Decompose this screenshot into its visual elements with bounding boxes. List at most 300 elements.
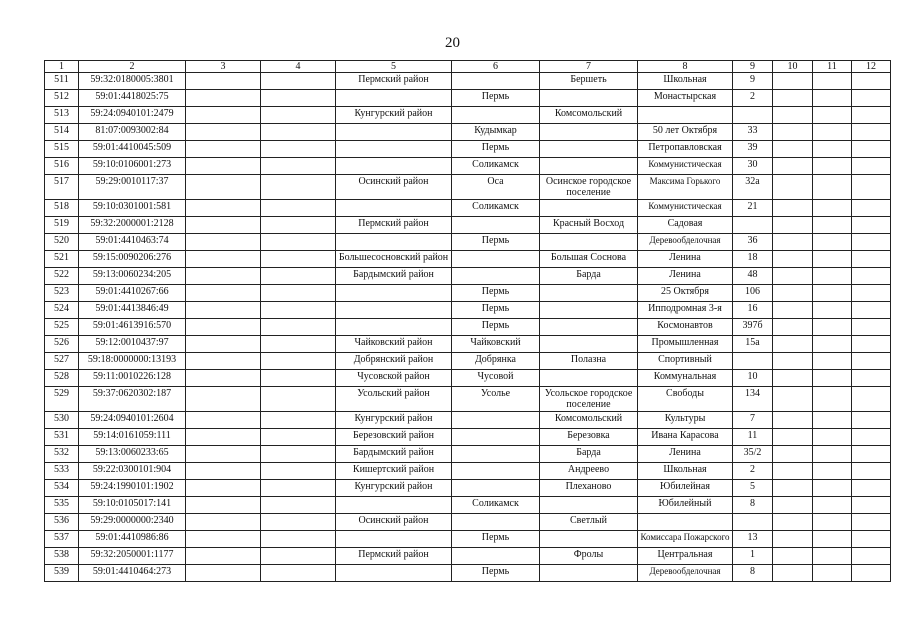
table-cell: [852, 463, 891, 480]
table-cell: 30: [733, 158, 773, 175]
table-cell: 106: [733, 285, 773, 302]
table-cell: 530: [45, 412, 79, 429]
table-cell: Соликамск: [452, 158, 540, 175]
table-cell: [852, 90, 891, 107]
table-row: [45, 548, 891, 565]
table-cell: [261, 514, 336, 531]
table-cell: [540, 285, 638, 302]
table-cell: [773, 370, 813, 387]
column-header: 12: [852, 61, 891, 73]
table-cell: Ивана Карасова: [638, 429, 733, 446]
table-cell: [186, 175, 261, 200]
table-cell: 523: [45, 285, 79, 302]
table-cell: [773, 446, 813, 463]
table-cell: [733, 514, 773, 531]
column-header: 3: [186, 61, 261, 73]
table-cell: [773, 90, 813, 107]
table-cell: 59:29:0010117:37: [79, 175, 186, 200]
table-cell: [733, 107, 773, 124]
table-cell: [186, 234, 261, 251]
table-cell: [261, 463, 336, 480]
table-cell: [813, 336, 852, 353]
table-cell: 59:29:0000000:2340: [79, 514, 186, 531]
table-cell: [813, 353, 852, 370]
table-cell: 511: [45, 73, 79, 90]
table-cell: Коммунистическая: [638, 200, 733, 217]
table-cell: [186, 446, 261, 463]
table-cell: 59:01:4413846:49: [79, 302, 186, 319]
table-cell: [186, 319, 261, 336]
table-cell: 59:24:0940101:2604: [79, 412, 186, 429]
table-cell: [261, 548, 336, 565]
table-cell: [813, 565, 852, 582]
table-cell: 534: [45, 480, 79, 497]
table-cell: [186, 387, 261, 412]
table-cell: Кунгурский район: [336, 107, 452, 124]
table-cell: [540, 370, 638, 387]
table-cell: [540, 158, 638, 175]
table-cell: 33: [733, 124, 773, 141]
table-cell: Пермь: [452, 302, 540, 319]
column-header: 6: [452, 61, 540, 73]
table-cell: 32а: [733, 175, 773, 200]
table-cell: Красный Восход: [540, 217, 638, 234]
table-cell: 25 Октября: [638, 285, 733, 302]
table-cell: [261, 285, 336, 302]
table-cell: [852, 353, 891, 370]
table-cell: [773, 141, 813, 158]
table-cell: [540, 302, 638, 319]
table-cell: 59:10:0301001:581: [79, 200, 186, 217]
table-cell: 535: [45, 497, 79, 514]
table-cell: [773, 234, 813, 251]
table-row: [45, 370, 891, 387]
table-cell: [186, 463, 261, 480]
table-cell: [813, 73, 852, 90]
table-cell: [813, 107, 852, 124]
table-cell: [852, 497, 891, 514]
table-cell: [852, 412, 891, 429]
table-cell: [813, 141, 852, 158]
table-row: [45, 514, 891, 531]
table-cell: 514: [45, 124, 79, 141]
table-cell: [813, 90, 852, 107]
table-cell: [773, 565, 813, 582]
table-cell: [852, 446, 891, 463]
table-cell: 15а: [733, 336, 773, 353]
table-cell: 59:01:4410464:273: [79, 565, 186, 582]
table-cell: Чайковский: [452, 336, 540, 353]
table-cell: Чусовской район: [336, 370, 452, 387]
table-cell: Максима Горького: [638, 175, 733, 200]
table-cell: 59:12:0010437:97: [79, 336, 186, 353]
table-cell: 524: [45, 302, 79, 319]
column-header: 10: [773, 61, 813, 73]
table-cell: [336, 200, 452, 217]
table-cell: [773, 107, 813, 124]
table-cell: Юбилейная: [638, 480, 733, 497]
table-cell: 9: [733, 73, 773, 90]
table-cell: [852, 387, 891, 412]
table-cell: [813, 234, 852, 251]
table-cell: 59:01:4418025:75: [79, 90, 186, 107]
table-cell: [852, 302, 891, 319]
table-cell: 59:13:0060233:65: [79, 446, 186, 463]
table-cell: [261, 429, 336, 446]
table-cell: 529: [45, 387, 79, 412]
table-cell: 35/2: [733, 446, 773, 463]
table-cell: [773, 158, 813, 175]
table-cell: [813, 158, 852, 175]
column-header: 7: [540, 61, 638, 73]
table-cell: [773, 412, 813, 429]
table-row: [45, 429, 891, 446]
table-cell: [638, 107, 733, 124]
table-cell: Комсомольский: [540, 107, 638, 124]
table-cell: Пермь: [452, 319, 540, 336]
table-cell: 536: [45, 514, 79, 531]
table-cell: [733, 353, 773, 370]
table-cell: [773, 175, 813, 200]
table-cell: 16: [733, 302, 773, 319]
table-cell: [336, 124, 452, 141]
table-row: [45, 336, 891, 353]
table-cell: [336, 141, 452, 158]
table-row: [45, 268, 891, 285]
table-cell: 513: [45, 107, 79, 124]
table-cell: Оса: [452, 175, 540, 200]
registry-table: [44, 60, 891, 582]
table-cell: Кудымкар: [452, 124, 540, 141]
table-cell: [813, 514, 852, 531]
table-cell: [336, 90, 452, 107]
table-cell: [813, 319, 852, 336]
table-cell: 48: [733, 268, 773, 285]
table-cell: 516: [45, 158, 79, 175]
table-cell: Соликамск: [452, 200, 540, 217]
table-cell: Светлый: [540, 514, 638, 531]
table-cell: [186, 480, 261, 497]
table-cell: 59:01:4410045:509: [79, 141, 186, 158]
table-cell: [813, 387, 852, 412]
table-cell: [852, 565, 891, 582]
table-cell: Петропавловская: [638, 141, 733, 158]
table-cell: [186, 429, 261, 446]
table-cell: 520: [45, 234, 79, 251]
table-cell: [773, 285, 813, 302]
table-cell: [813, 268, 852, 285]
table-cell: 517: [45, 175, 79, 200]
table-cell: [452, 217, 540, 234]
table-cell: [773, 387, 813, 412]
table-cell: 527: [45, 353, 79, 370]
table-cell: [733, 217, 773, 234]
table-header-row: [45, 61, 891, 73]
table-cell: [186, 158, 261, 175]
table-cell: Ленина: [638, 251, 733, 268]
table-cell: Андреево: [540, 463, 638, 480]
table-cell: [773, 531, 813, 548]
table-cell: [186, 217, 261, 234]
table-cell: 59:24:0940101:2479: [79, 107, 186, 124]
table-cell: [852, 548, 891, 565]
table-cell: [186, 497, 261, 514]
table-cell: 59:32:2000001:2128: [79, 217, 186, 234]
table-cell: [773, 302, 813, 319]
table-cell: [452, 480, 540, 497]
table-cell: 59:11:0010226:128: [79, 370, 186, 387]
table-cell: 39: [733, 141, 773, 158]
table-cell: [261, 107, 336, 124]
table-cell: 522: [45, 268, 79, 285]
table-cell: Березовский район: [336, 429, 452, 446]
table-cell: [773, 124, 813, 141]
table-cell: [186, 73, 261, 90]
table-cell: [813, 531, 852, 548]
table-cell: 512: [45, 90, 79, 107]
table-cell: [186, 268, 261, 285]
table-cell: [186, 302, 261, 319]
table-cell: [813, 548, 852, 565]
table-cell: [852, 251, 891, 268]
table-cell: 519: [45, 217, 79, 234]
column-header: 9: [733, 61, 773, 73]
table-cell: 397б: [733, 319, 773, 336]
table-row: [45, 234, 891, 251]
table-cell: Ленина: [638, 446, 733, 463]
table-cell: [813, 200, 852, 217]
table-cell: 2: [733, 463, 773, 480]
table-cell: Усольское городское поселение: [540, 387, 638, 412]
table-cell: [773, 548, 813, 565]
table-row: [45, 387, 891, 412]
table-row: [45, 124, 891, 141]
table-row: [45, 200, 891, 217]
table-cell: Ипподромная 3-я: [638, 302, 733, 319]
table-cell: [813, 412, 852, 429]
table-cell: [852, 268, 891, 285]
table-cell: [813, 429, 852, 446]
column-header: 11: [813, 61, 852, 73]
table-cell: [261, 565, 336, 582]
table-cell: [261, 497, 336, 514]
table-row: [45, 141, 891, 158]
table-cell: 10: [733, 370, 773, 387]
table-row: [45, 90, 891, 107]
table-cell: [773, 217, 813, 234]
table-cell: Пермь: [452, 565, 540, 582]
table-cell: [261, 90, 336, 107]
table-cell: Промышленная: [638, 336, 733, 353]
table-cell: Пермский район: [336, 548, 452, 565]
table-cell: 59:32:2050001:1177: [79, 548, 186, 565]
table-cell: Добрянский район: [336, 353, 452, 370]
table-cell: [852, 158, 891, 175]
table-row: [45, 463, 891, 480]
table-cell: Деревообделочная: [638, 565, 733, 582]
table-cell: 533: [45, 463, 79, 480]
table-cell: Пермь: [452, 90, 540, 107]
table-cell: [452, 429, 540, 446]
table-cell: Бершеть: [540, 73, 638, 90]
table-cell: 531: [45, 429, 79, 446]
table-cell: Космонавтов: [638, 319, 733, 336]
table-cell: [852, 370, 891, 387]
table-cell: Ленина: [638, 268, 733, 285]
table-cell: Осинский район: [336, 514, 452, 531]
table-cell: [186, 336, 261, 353]
table-cell: 59:24:1990101:1902: [79, 480, 186, 497]
table-cell: Фролы: [540, 548, 638, 565]
table-cell: Усольский район: [336, 387, 452, 412]
table-row: [45, 319, 891, 336]
table-cell: 59:01:4410986:86: [79, 531, 186, 548]
table-cell: 538: [45, 548, 79, 565]
table-cell: Осинский район: [336, 175, 452, 200]
table-row: [45, 302, 891, 319]
column-header: 8: [638, 61, 733, 73]
table-cell: [186, 200, 261, 217]
table-cell: [813, 217, 852, 234]
table-cell: 36: [733, 234, 773, 251]
table-cell: [852, 141, 891, 158]
table-cell: Комиссара Пожарского: [638, 531, 733, 548]
table-cell: [813, 497, 852, 514]
table-cell: [852, 514, 891, 531]
table-cell: [540, 319, 638, 336]
table-cell: 59:01:4410267:66: [79, 285, 186, 302]
table-cell: [336, 158, 452, 175]
table-cell: [261, 200, 336, 217]
table-cell: [773, 200, 813, 217]
table-cell: Усолье: [452, 387, 540, 412]
table-cell: [813, 446, 852, 463]
table-cell: [852, 319, 891, 336]
table-cell: [452, 412, 540, 429]
table-cell: [813, 463, 852, 480]
table-cell: [261, 217, 336, 234]
table-cell: [852, 531, 891, 548]
table-cell: [452, 268, 540, 285]
table-cell: 59:15:0090206:276: [79, 251, 186, 268]
table-cell: Добрянка: [452, 353, 540, 370]
table-cell: [773, 463, 813, 480]
table-cell: [186, 370, 261, 387]
table-cell: 1: [733, 548, 773, 565]
table-cell: 518: [45, 200, 79, 217]
table-cell: [540, 124, 638, 141]
table-cell: 7: [733, 412, 773, 429]
table-cell: [852, 429, 891, 446]
table-cell: 11: [733, 429, 773, 446]
table-cell: [452, 107, 540, 124]
table-cell: [852, 175, 891, 200]
table-cell: 59:22:0300101:904: [79, 463, 186, 480]
table-cell: [773, 336, 813, 353]
table-cell: 2: [733, 90, 773, 107]
table-cell: 526: [45, 336, 79, 353]
table-cell: [813, 480, 852, 497]
table-body: [45, 61, 891, 582]
table-cell: [540, 565, 638, 582]
table-cell: 532: [45, 446, 79, 463]
table-cell: [452, 463, 540, 480]
table-row: [45, 353, 891, 370]
table-cell: 521: [45, 251, 79, 268]
table-cell: [186, 141, 261, 158]
table-cell: [813, 285, 852, 302]
column-header: 2: [79, 61, 186, 73]
table-cell: Чайковский район: [336, 336, 452, 353]
table-cell: 528: [45, 370, 79, 387]
table-cell: [773, 251, 813, 268]
table-cell: Большесосновский район: [336, 251, 452, 268]
table-row: [45, 285, 891, 302]
table-cell: Пермский район: [336, 73, 452, 90]
table-cell: [186, 412, 261, 429]
table-cell: [186, 90, 261, 107]
table-cell: [336, 234, 452, 251]
table-cell: Кунгурский район: [336, 480, 452, 497]
table-cell: [261, 234, 336, 251]
table-cell: 18: [733, 251, 773, 268]
table-cell: [852, 73, 891, 90]
table-cell: [773, 480, 813, 497]
table-cell: [261, 531, 336, 548]
table-cell: [852, 124, 891, 141]
table-cell: [813, 251, 852, 268]
table-cell: [186, 251, 261, 268]
table-cell: 59:10:0106001:273: [79, 158, 186, 175]
table-cell: [261, 141, 336, 158]
table-cell: 59:37:0620302:187: [79, 387, 186, 412]
table-cell: [540, 497, 638, 514]
table-cell: 5: [733, 480, 773, 497]
table-cell: 59:32:0180005:3801: [79, 73, 186, 90]
table-cell: [540, 234, 638, 251]
table-cell: Комсомольский: [540, 412, 638, 429]
table-cell: [261, 370, 336, 387]
table-cell: Центральная: [638, 548, 733, 565]
table-cell: [336, 565, 452, 582]
table-cell: 59:14:0161059:111: [79, 429, 186, 446]
table-row: [45, 531, 891, 548]
table-cell: [261, 480, 336, 497]
table-cell: [638, 514, 733, 531]
table-row: [45, 73, 891, 90]
table-cell: [261, 387, 336, 412]
table-cell: 50 лет Октября: [638, 124, 733, 141]
table-cell: [773, 353, 813, 370]
table-cell: 525: [45, 319, 79, 336]
table-cell: 515: [45, 141, 79, 158]
table-row: [45, 565, 891, 582]
table-cell: Кунгурский район: [336, 412, 452, 429]
table-cell: [540, 141, 638, 158]
table-cell: [261, 251, 336, 268]
table-cell: 8: [733, 565, 773, 582]
table-cell: [186, 514, 261, 531]
table-cell: [261, 124, 336, 141]
table-cell: [540, 200, 638, 217]
table-cell: Спортивный: [638, 353, 733, 370]
table-row: [45, 217, 891, 234]
table-cell: [336, 497, 452, 514]
table-row: [45, 446, 891, 463]
table-cell: Осинское городское поселение: [540, 175, 638, 200]
table-cell: [336, 302, 452, 319]
table-cell: Деревообделочная: [638, 234, 733, 251]
